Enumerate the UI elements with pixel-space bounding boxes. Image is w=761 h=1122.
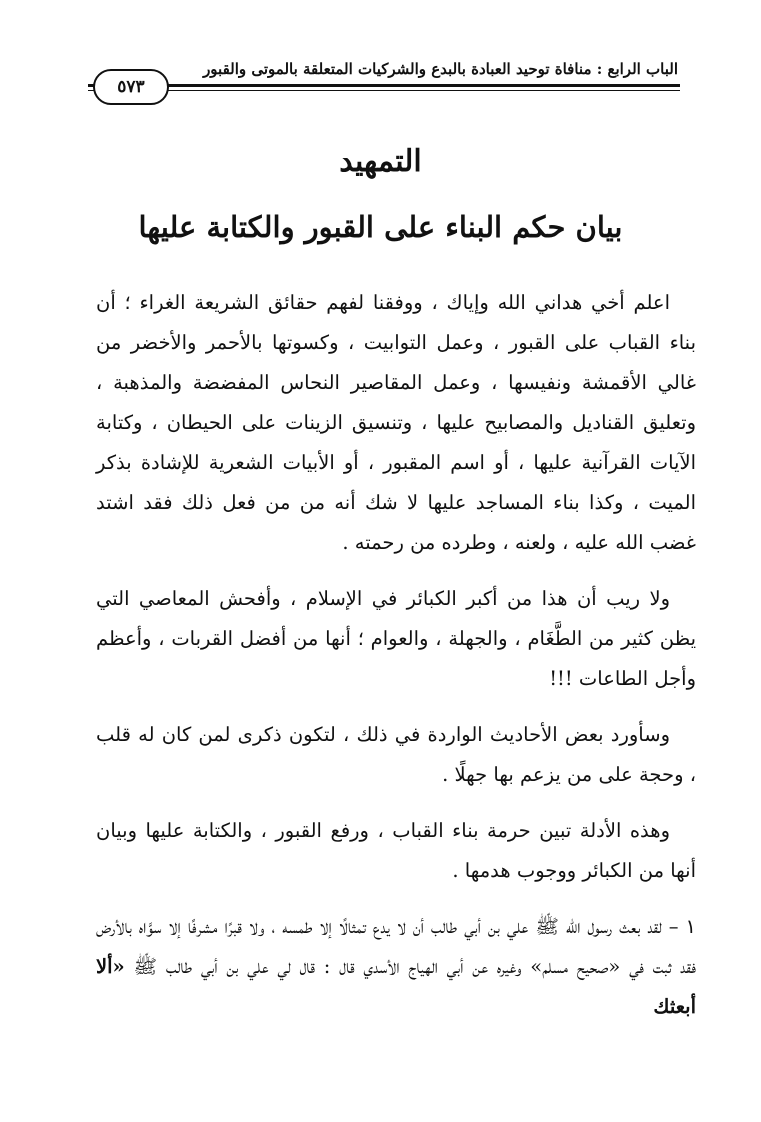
paragraph-4: وهذه الأدلة تبين حرمة بناء القباب ، ورفع القبور ، والكتابة عليها وبيان أنها من الكبائر ووجوب هدمها .	[96, 819, 696, 882]
body-text	[96, 283, 696, 1043]
list-item-1-quote-start: «ألا أبعثك	[96, 955, 696, 1018]
header-rule-thick	[88, 84, 680, 87]
paragraph-3: وسأورد بعض الأحاديث الواردة في ذلك ، لتكون ذكرى لمن كان له قلب ، وحجة على من يزعم بها جهلًا .	[96, 723, 696, 786]
list-item-1	[96, 907, 696, 1027]
header-rule-thin	[88, 90, 680, 91]
running-header	[88, 60, 678, 94]
section-title: التمهيد	[339, 144, 422, 179]
list-item-1-text: ١ – لقد بعث رسول الله ﷺ علي بن أبي طالب أن لا يدع تمثالًا إلا طمسه ، ولا قبرًا مشرفًا إلا سوَّاه بالأرض فقد ثبت في «صحيح مسلم» وغيره عن أبي الهياج الأسدي قال : قال لي علي بن أبي طالب ﷺ	[96, 915, 696, 978]
section-subtitle: بيان حكم البناء على القبور والكتابة عليها	[138, 210, 623, 244]
paragraph-2: ولا ريب أن هذا من أكبر الكبائر في الإسلام ، وأفحش المعاصي التي يظن كثير من الطَّغَام ، والجهلة ، والعوام ؛ أنها من أفضل القربات ، وأعظم وأجل الطاعات !!!	[96, 587, 696, 690]
paragraph-1: اعلم أخي هداني الله وإياك ، ووفقنا لفهم حقائق الشريعة الغراء ؛ أن بناء القباب على القبور ، وعمل التوابيت ، وكسوتها بالأحمر والأخضر من غالي الأقمشة ونفيسها ، وعمل المقاصير النحاس المفضضة والمذهبة ، وتعليق القناديل والمصابيح عليها ، وتنسيق الزينات على الحيطان ، وكتابة الآيات القرآنية عليها ، أو اسم المقبور ، أو الأبيات الشعرية للإشادة بذكر الميت ، وكذا بناء المساجد عليها لا شك أنه من من فعل ذلك فقد اشتد غضب الله عليه ، ولعنه ، وطرده من رحمته .	[96, 291, 696, 554]
chapter-title: الباب الرابع : منافاة توحيد العبادة بالبدع والشركيات المتعلقة بالموتى والقبور	[203, 60, 678, 78]
page-number: ٥٧٣	[93, 69, 169, 105]
